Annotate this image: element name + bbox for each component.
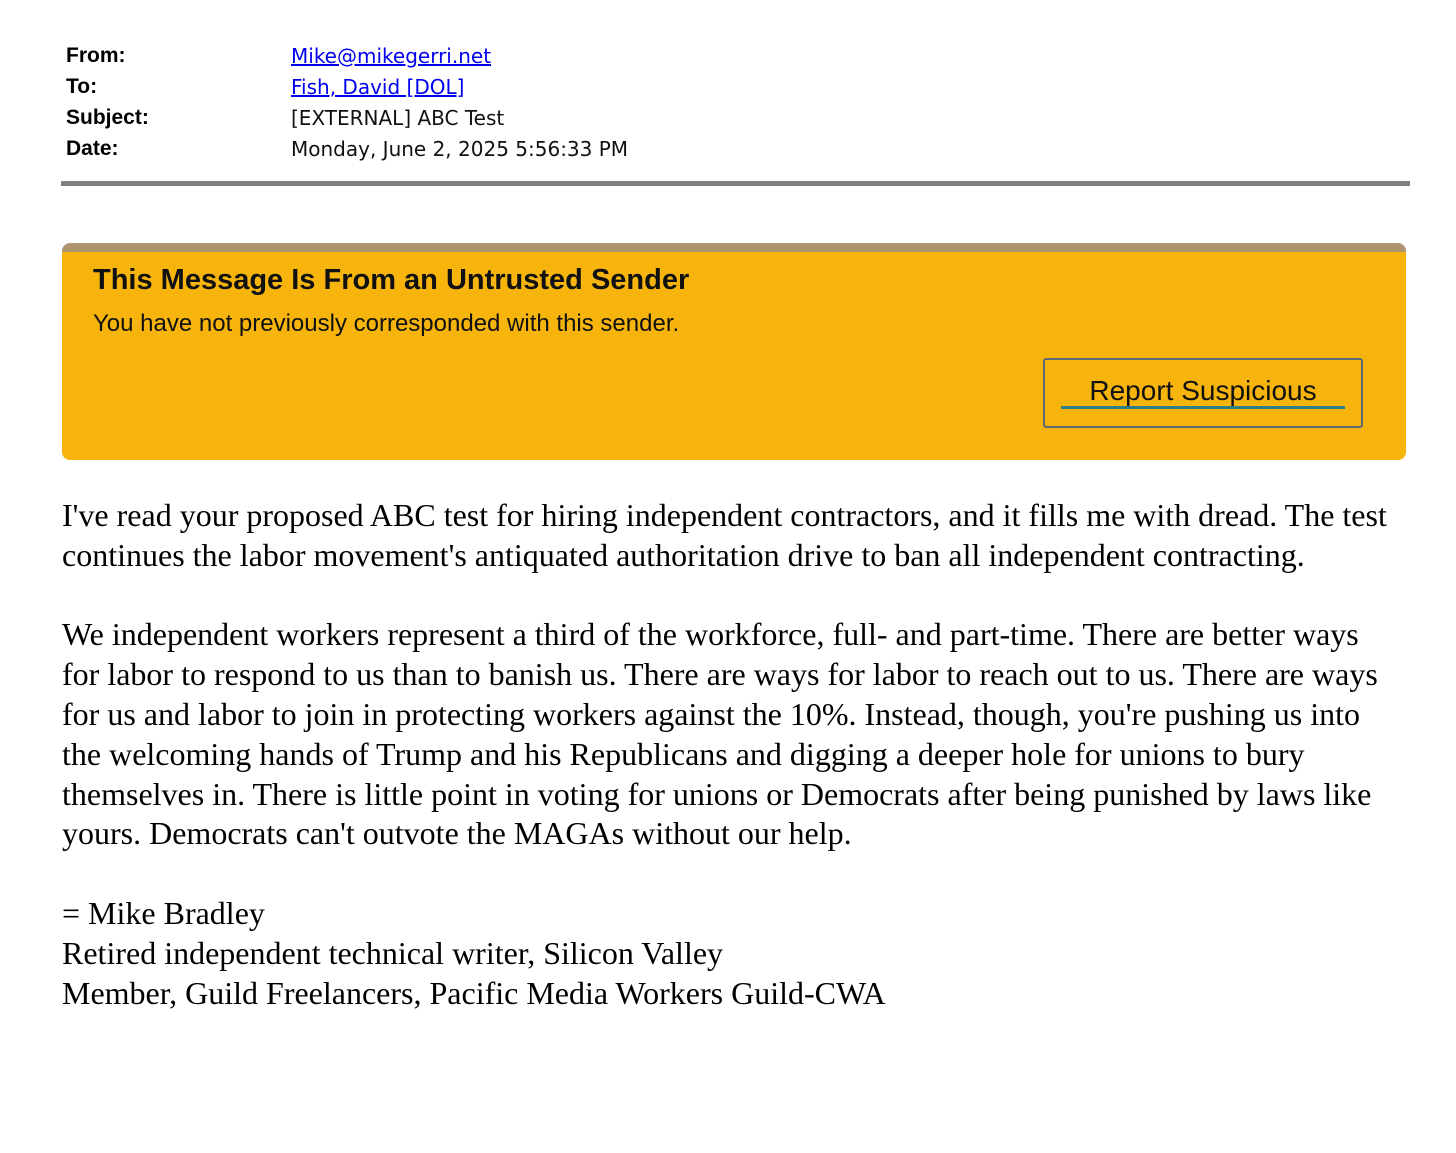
subject-row bbox=[66, 102, 628, 133]
from-row bbox=[66, 40, 628, 71]
header-divider bbox=[61, 181, 1410, 186]
signature-name: = Mike Bradley bbox=[62, 894, 265, 931]
message-paragraph-2: We independent workers represent a third of the workforce, full- and part-time. There are better ways for labor to respond to us than to banish us. There are ways for labor to reach out to us. There are ways for us and labor to join in protecting workers against the 10%. Instead, though, you're pushing us into the welcoming hands of Trump and his Republicans and digging a deeper hole for unions to bury themselves in. There is little point in voting for unions or Democrats after being punished by laws like yours. Democrats can't outvote the MAGAs without our help. bbox=[62, 616, 1378, 852]
paragraph-spacer bbox=[62, 576, 1402, 616]
from-address-link[interactable]: Mike@mikegerri.net bbox=[291, 43, 492, 68]
report-suspicious-button[interactable] bbox=[1043, 358, 1363, 428]
untrusted-sender-banner bbox=[62, 243, 1406, 460]
email-header bbox=[66, 40, 628, 164]
to-address-link[interactable]: Fish, David [DOL] bbox=[291, 74, 465, 99]
message-body bbox=[62, 496, 1402, 1013]
paragraph-spacer bbox=[62, 854, 1402, 894]
to-label: To: bbox=[66, 74, 98, 98]
message-paragraph-1: I've read your proposed ABC test for hiring independent contractors, and it fills me with dread. The test continues the labor movement's antiquated authoritation drive to ban all independent contracting. bbox=[62, 497, 1387, 573]
report-suspicious-label: Report Suspicious bbox=[1061, 376, 1345, 409]
date-label: Date: bbox=[66, 136, 119, 160]
subject-value: [EXTERNAL] ABC Test bbox=[291, 105, 505, 130]
signature-title: Retired independent technical writer, Silicon Valley bbox=[62, 934, 724, 971]
signature-membership: Member, Guild Freelancers, Pacific Media Workers Guild-CWA bbox=[62, 974, 886, 1011]
from-label: From: bbox=[66, 43, 126, 67]
to-row bbox=[66, 71, 628, 102]
banner-subtitle: You have not previously corresponded with this sender. bbox=[93, 310, 680, 337]
banner-title: This Message Is From an Untrusted Sender bbox=[93, 264, 690, 296]
subject-label: Subject: bbox=[66, 105, 149, 129]
date-row bbox=[66, 133, 628, 164]
date-value: Monday, June 2, 2025 5:56:33 PM bbox=[291, 136, 629, 161]
